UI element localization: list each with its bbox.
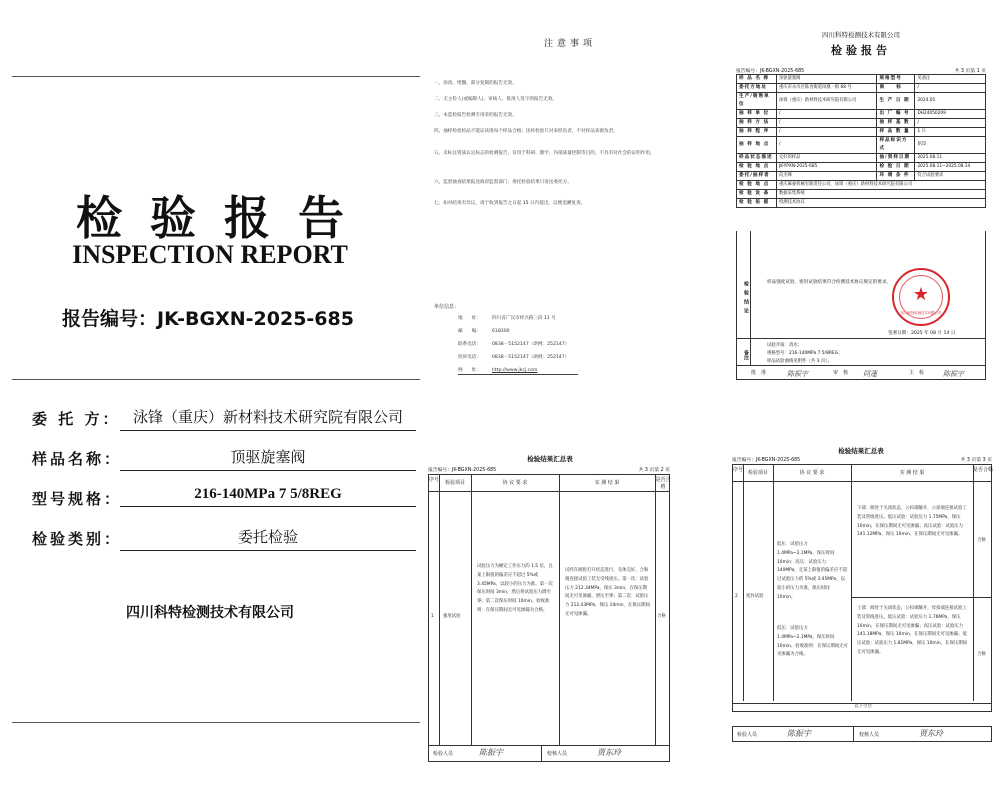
- cover-field-value: 216-140MPa 7 5/8REG: [120, 486, 416, 507]
- notice-item: 二、无主检人(或编制人)、审核人、批准人签字的报告无效。: [434, 97, 558, 102]
- seal-star-icon: ★: [912, 284, 930, 305]
- col-header-pass: 是否合格: [973, 467, 994, 473]
- row-number: 2: [735, 594, 738, 599]
- cover-field-label: 型号规格：: [32, 490, 123, 508]
- col-header-no: 序号: [733, 467, 744, 473]
- col-header-requirement: 协 议 要 求: [799, 470, 825, 476]
- table-cell: 顶驱旋塞阀: [777, 75, 877, 84]
- table-cell: 检测技术协议: [777, 199, 986, 208]
- checker-signature: 贾东玲: [597, 748, 621, 757]
- table-cell: 抽 样 方 法: [737, 119, 777, 128]
- website-link[interactable]: http://www.jkcj.com: [492, 368, 538, 373]
- table-col-rule: [851, 465, 852, 701]
- table-split-rule: [851, 597, 991, 598]
- table-col-rule: [439, 475, 440, 745]
- seal-text: 四川科特检测技术有限公司: [900, 311, 942, 315]
- table-cell: 样 品 名 称: [737, 75, 777, 84]
- table-cell: 数据采集系统: [777, 190, 986, 199]
- table-row: [737, 163, 986, 172]
- table-col-rule: [559, 475, 560, 745]
- notice-item: 一、涂改、增删、部分复制的报告无效。: [434, 81, 517, 86]
- col-header-no: 序号: [429, 477, 440, 483]
- table-cell: 检 验 依 据: [737, 199, 777, 208]
- notice-item: 三、本监检报告检测专用章的报告无效。: [434, 113, 517, 118]
- unit-row-value: 四川省广汉市经兴路三段 11 号: [492, 316, 556, 321]
- table-row: [737, 93, 986, 110]
- table-cell: 规格型号: [877, 75, 915, 84]
- table-cell: 出 厂 编 号: [877, 110, 915, 119]
- table-cell: 生产/销售单位: [737, 93, 777, 110]
- remark-line: 样品试验曲线见附件（共 3 页）。: [767, 359, 832, 364]
- report-number: 报告编号：JK-BGXN-2025-685: [736, 69, 805, 74]
- notice-item: 五、未标注资质认定标志的检测报告，仅用于科研、教学、内部质量控制等目的，不具有对社会的证明作用。: [434, 151, 655, 156]
- table-cell: /: [777, 137, 877, 154]
- col-header-result: 实 测 结 果: [899, 470, 925, 476]
- cover-page: [0, 0, 420, 812]
- conclusion-text: 样品强度试验、密封试验结果符合检测技术协议规定的要求。: [767, 280, 892, 285]
- cover-bottom-rule: [12, 722, 420, 723]
- checker-signature: 贾东玲: [919, 729, 943, 738]
- unit-row-key: 联系电话：: [458, 342, 481, 347]
- table-col-rule: [773, 465, 774, 701]
- table-cell: JK-YPXN-2025-685: [777, 163, 877, 172]
- table-row: [737, 110, 986, 119]
- conclusion-box: [736, 231, 986, 339]
- remark-box: [736, 339, 986, 366]
- conclusion-label: 检验结论: [737, 231, 751, 339]
- table-row: [737, 172, 986, 181]
- table-cell: 铭印: [915, 137, 986, 154]
- cover-organization: 四川科特检测技术有限公司: [126, 605, 294, 621]
- cover-field-sample-name: [32, 446, 402, 470]
- cover-field-label: 委 托 方：: [32, 410, 121, 428]
- table-cell: 生 产 日 期: [877, 93, 915, 110]
- unit-row-key: 邮 编：: [458, 329, 481, 334]
- table-cell: 见备注: [915, 75, 986, 84]
- sign-date: 签署日期：2025 年 08 月 14 日: [888, 331, 956, 336]
- row-result: 试件在阀腔打开状态进行，壳体完好，合和端连接试验工装无受残迹压。第一次：试验压力 212.34MPa，保压 3min，在保压期间无可见渗漏，泄压至零；第二次：试验压力 212.43MPa，保压 10min，在保压期间无可见渗漏。: [565, 568, 650, 617]
- table-col-rule: [973, 465, 974, 701]
- table-cell: 符合试验要求: [915, 172, 986, 181]
- unit-row: [458, 341, 569, 347]
- table-cell: 向杰峰: [777, 172, 877, 181]
- approver-signature: 陈振宇: [787, 370, 808, 378]
- table-cell: /: [915, 84, 986, 93]
- remark-label: 备注: [737, 339, 751, 366]
- row-result-upper: 上部：阀处于关闭状态，公扣端敞开，母扣端连接试验工装及管线进压。低压试验：试验压力 1.76MPa，保压 10min，在保压期间无可见渗漏；高压试验：试验压力 141.18MPa，保压 10min，在保压期间无可见渗漏；低压试验：试验压力 1.81MPa，保压 10min，在保压期间无可见渗漏。: [857, 606, 968, 655]
- table-cell: 商 标: [877, 84, 915, 93]
- cover-field-label: 样品名称：: [32, 450, 123, 468]
- table-cell: 抽 样 地 点: [737, 137, 777, 154]
- inspector-signature: 陈振宇: [787, 729, 811, 738]
- summary-sign-row: [732, 726, 992, 742]
- row-pass: 合格: [657, 614, 666, 619]
- report-page: [726, 30, 996, 376]
- notice-item: 六、监督抽查结果报送政府监督部门；委托检验结果只发送委托方。: [434, 180, 572, 185]
- unit-row-value: 0838－5152147（助网：252147）: [492, 342, 570, 347]
- table-cell: 样 品 数 量: [877, 128, 915, 137]
- table-row: [737, 199, 986, 208]
- row-pass-lower: 合格: [977, 538, 986, 543]
- row-requirement-high: 低压：试验压力 1.4MPa~2.1MPa，保压时间 10min；高压：试验压力 140MPa，且某上限值的偏差应不超过试验压力的 5%或 3.45MPa，以较小的压力为准，保压时间 10min。: [777, 542, 847, 600]
- table-row: [737, 75, 986, 84]
- unit-row: [458, 367, 537, 373]
- table-row: [737, 84, 986, 93]
- notice-item: 四、抽样检验检品不能证该批每个样品合格；送样检验只对来样负责，不对样品来源负责。: [434, 129, 618, 134]
- cover-field-value: 顶驱旋塞阀: [120, 446, 416, 471]
- table-cell: 抽/到样日期: [877, 154, 915, 163]
- table-cell: DH24050209: [915, 110, 986, 119]
- summary-title: 检验结果汇总表: [838, 447, 884, 455]
- table-cell: 委托/抽样者: [737, 172, 777, 181]
- report-title: 检验报告: [831, 44, 891, 57]
- cover-field-label: 检验类别：: [32, 530, 123, 548]
- summary-report-number: 报告编号：JK-BGXN-2025-685: [428, 468, 497, 473]
- sign-row-rule: [541, 746, 542, 761]
- table-cell: 2025.08.11~2025.08.14: [915, 163, 986, 172]
- remark-line: 规格型号：216-140MPa 7 5/8REG；: [767, 351, 843, 356]
- table-cell: 环 境 条 件: [877, 172, 915, 181]
- unit-row-key: 地 址：: [458, 316, 481, 321]
- table-row: [737, 190, 986, 199]
- table-cell: 样品标识方式: [877, 137, 915, 154]
- report-org: 四川科特检测技术有限公司: [822, 31, 900, 39]
- inspector-label: 检验人员: [737, 732, 758, 738]
- cover-report-number: 报告编号：JK-BGXN-2025-685: [62, 308, 354, 330]
- official-seal-icon: [892, 268, 950, 326]
- summary-page-count: 共 3 页第 2 页: [638, 468, 670, 473]
- table-cell: /: [777, 119, 877, 128]
- checker-label: 校核人员: [859, 732, 880, 738]
- table-cell: 委托方地址: [737, 84, 777, 93]
- table-col-rule: [655, 475, 656, 745]
- table-cell: 抽 样 程 序: [737, 128, 777, 137]
- table-cell: 抽 样 基 数: [877, 119, 915, 128]
- summary-page-3: [726, 442, 996, 752]
- cover-field-category: [32, 526, 402, 550]
- reviewer-signature: 同蓬: [863, 370, 877, 378]
- table-col-rule: [743, 465, 744, 701]
- checker-label: 校核人员: [547, 751, 568, 757]
- row-item: 强度试验: [443, 614, 461, 619]
- unit-row: [458, 328, 510, 334]
- table-row: [737, 181, 986, 190]
- cover-top-rule: [12, 76, 420, 77]
- summary-table: [732, 464, 992, 712]
- unit-row-value: 618300: [492, 329, 510, 334]
- table-cell: /: [915, 119, 986, 128]
- col-header-result: 实 测 结 果: [594, 480, 620, 486]
- table-cell: 样品状态描述: [737, 154, 777, 163]
- table-cell: /: [777, 110, 877, 119]
- summary-page-count: 共 3 页第 3 页: [960, 458, 992, 463]
- row-item: 密封试验: [746, 594, 764, 599]
- row-result-lower: 下部：阀处于关闭状态，公扣端敞开，公扣端连接试验工装及管线进压。低压试验：试验压力 1.75MPa，保压 10min，在保压期间无可见渗漏；高压试验：试验压力 141.12MPa，保压 10min，在保压期间无可见渗漏。: [857, 506, 967, 538]
- cover-field-model: [32, 486, 402, 510]
- table-row: [737, 154, 986, 163]
- table-row: [737, 137, 986, 154]
- col-header-pass: 是否合格: [655, 477, 671, 490]
- blank-below-note: 以下空白: [854, 704, 872, 709]
- unit-info-label: 单位信息：: [434, 304, 460, 310]
- col-header-item: 检验项目: [747, 470, 768, 476]
- table-cell: 1 只: [915, 128, 986, 137]
- table-row: [737, 128, 986, 137]
- inspector-signature: 陈振宇: [943, 370, 964, 378]
- row-pass-upper: 合格: [977, 652, 986, 657]
- table-cell: 2025.08.11: [915, 154, 986, 163]
- unit-row: [458, 315, 556, 321]
- review-label: 审 核: [833, 370, 849, 376]
- inspector-label: 检验人员: [433, 751, 454, 757]
- unit-row-key: 网 址：: [458, 368, 481, 373]
- cover-field-client: [32, 406, 402, 430]
- table-cell: 2024.05: [915, 93, 986, 110]
- table-cell: 重庆麻豪机械有限责任公司、泳锋（重庆）新材料技术研究院有限公司: [777, 181, 986, 190]
- inspector-signature: 陈振宇: [479, 748, 503, 757]
- cover-title-cn: 检验报告: [76, 191, 372, 245]
- table-cell: 检 验 地 点: [737, 163, 777, 172]
- unit-row-key: 投诉电话：: [458, 355, 481, 360]
- table-header-rule: [733, 481, 991, 482]
- summary-sign-row: [428, 746, 670, 762]
- signature-row: [736, 366, 986, 380]
- summary-report-number: 报告编号：JK-BGXN-2025-685: [732, 458, 801, 463]
- notice-item: 七、如对结果有异议，请于收到报告之日起 15 日内提出，以便追溯复查。: [434, 201, 586, 206]
- notice-title: 注意事项: [543, 39, 596, 49]
- table-cell: /: [777, 128, 877, 137]
- row-requirement: 试验压力为额定工作压力的 1.5 倍，且某上限值的偏差应不超过 5%或 3.45MPa，以较小的压力为准。第一次保压时间 3min，然后将试验压力降至零；第二次保压时间 10min。验收准则：在保压期间无可见渗漏为合格。: [477, 564, 553, 613]
- table-header-rule: [429, 491, 669, 492]
- cover-field-value: 泳锋（重庆）新材料技术研究院有限公司: [120, 406, 416, 431]
- cover-mid-rule: [12, 379, 420, 380]
- remark-line: 试验介质：清水；: [767, 343, 803, 348]
- table-cell: 重庆市永川区陈食街道凤凰一街 68 号: [777, 84, 877, 93]
- notice-page: [420, 0, 720, 400]
- cover-title-en: INSPECTION REPORT: [72, 240, 348, 269]
- summary-page-2: [420, 450, 680, 770]
- unit-row-value: 0838－5152147（助网：252147）: [492, 355, 570, 360]
- inspector-label: 主 检: [909, 370, 925, 376]
- cover-field-value: 委托检验: [120, 526, 416, 551]
- notice-divider: [458, 374, 578, 375]
- col-header-requirement: 协 议 要 求: [502, 480, 528, 486]
- unit-row: [458, 354, 569, 360]
- table-row: [737, 119, 986, 128]
- row-requirement-low: 低压：试验压力 1.4MPa~2.1MPa，保压时间 10min。验收准则：在保压期间无可见渗漏为合格。: [777, 626, 848, 658]
- summary-title: 检验结果汇总表: [527, 455, 573, 463]
- table-cell: 检 验 地 点: [737, 181, 777, 190]
- col-header-item: 检验项目: [444, 480, 465, 486]
- report-page-count: 共 3 页第 1 页: [954, 69, 986, 74]
- table-cell: 检 验 设 备: [737, 190, 777, 199]
- table-cell: 抽 样 单 位: [737, 110, 777, 119]
- summary-table: [428, 474, 670, 746]
- table-col-rule: [471, 475, 472, 745]
- approve-label: 批 准: [751, 370, 767, 376]
- report-info-table: [736, 74, 986, 208]
- sign-row-rule: [853, 727, 854, 741]
- table-cell: 泳锋（重庆）新材料技术研究院有限公司: [777, 93, 877, 110]
- table-cell: 检 验 日 期: [877, 163, 915, 172]
- report-meta: [736, 67, 986, 74]
- row-number: 1: [431, 614, 434, 619]
- table-cell: 完好的样品: [777, 154, 877, 163]
